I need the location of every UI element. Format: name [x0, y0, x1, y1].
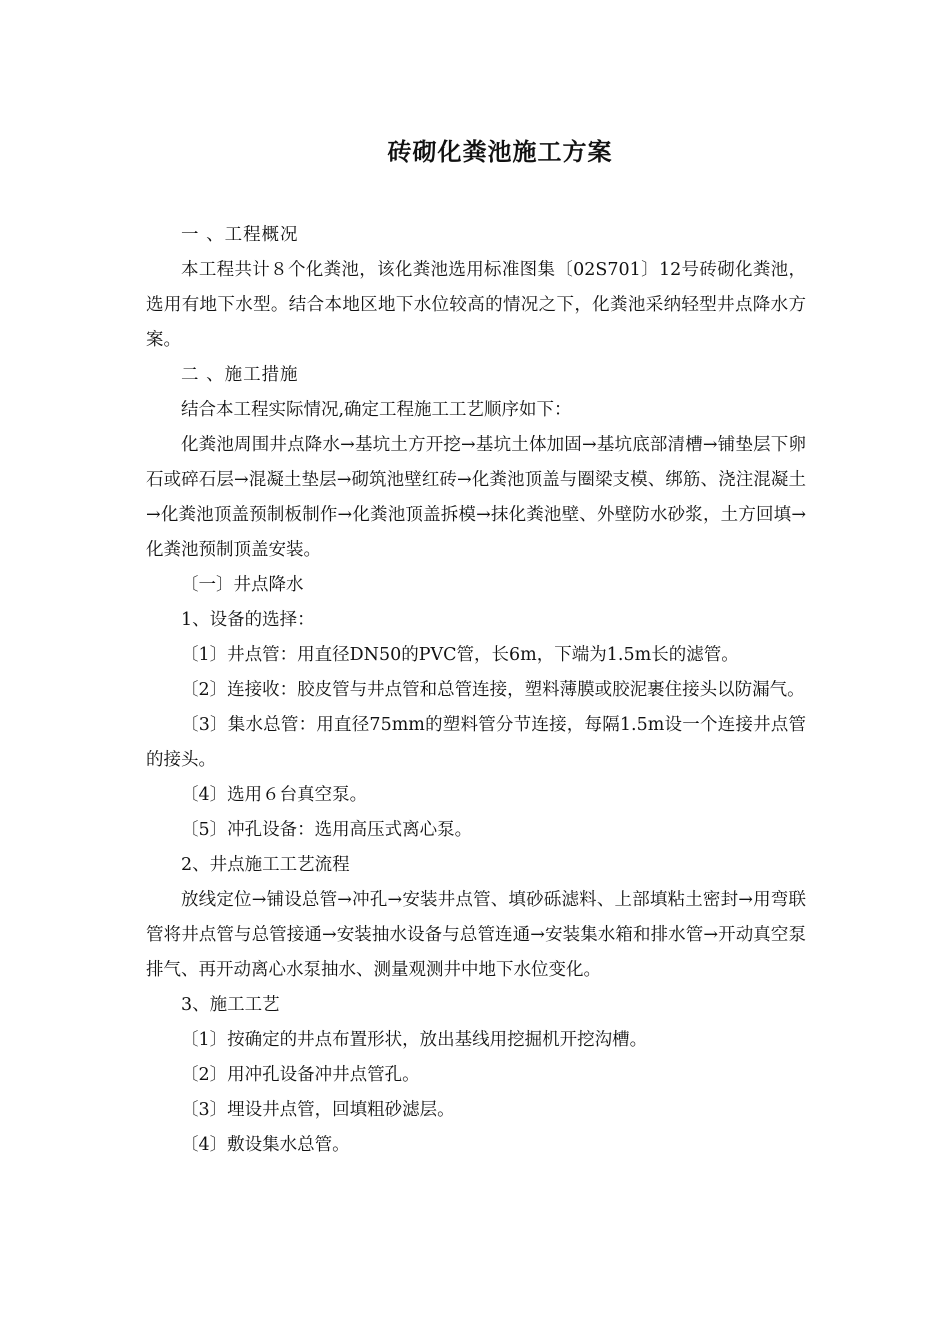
subsection-heading-dewatering: 〔一〕井点降水	[181, 575, 304, 595]
item-heading-equipment: 1、设备的选择：	[181, 610, 315, 630]
list-item-header-pipe: 〔3〕集水总管：用直径75mm的塑料管分节连接，每隔1.5m设一个连接井点管的接头。	[146, 715, 806, 770]
list-item-step-2: 〔2〕用冲孔设备冲井点管孔。	[181, 1065, 420, 1085]
paragraph-sequence: 化粪池周围井点降水→基坑土方开挖→基坑土体加固→基坑底部清槽→铺垫层下卵石或碎石层→混凝土垫层→砌筑池壁红砖→化粪池顶盖与圈梁支模、绑筋、浇注混凝土→化粪池顶盖预制板制作→化粪池顶盖拆模→抹化粪池壁、外壁防水砂浆，土方回填→化粪池预制顶盖安装。	[146, 435, 806, 560]
paragraph-sequence-intro: 结合本工程实际情况,确定工程施工工艺顺序如下：	[181, 400, 572, 420]
list-item-step-4: 〔4〕敷设集水总管。	[181, 1135, 350, 1155]
list-item-step-1: 〔1〕按确定的井点布置形状，放出基线用挖掘机开挖沟槽。	[181, 1030, 648, 1050]
section-heading-overview: 一 、工程概况	[181, 225, 299, 245]
paragraph-process-flow: 放线定位→铺设总管→冲孔→安装井点管、填砂砾滤料、上部填粘土密封→用弯联管将井点管与总管接通→安装抽水设备与总管连通→安装集水箱和排水管→开动真空泵排气、再开动离心水泵抽水、测量观测井中地下水位变化。	[146, 890, 806, 980]
item-heading-construction-process: 3、施工工艺	[181, 995, 280, 1015]
list-item-flushing-equipment: 〔5〕冲孔设备：选用高压式离心泵。	[181, 820, 473, 840]
document-title: 砖砌化粪池施工方案	[387, 137, 613, 166]
document-body	[146, 218, 806, 1163]
list-item-vacuum-pump: 〔4〕选用６台真空泵。	[181, 785, 368, 805]
item-heading-process-flow: 2、井点施工工艺流程	[181, 855, 350, 875]
list-item-well-pipe: 〔1〕井点管：用直径DN50的PVC管，长6m，下端为1.5m长的滤管。	[181, 645, 739, 665]
section-heading-measures: 二 、施工措施	[181, 365, 299, 385]
paragraph-overview: 本工程共计８个化粪池，该化粪池选用标准图集〔02S701〕12号砖砌化粪池，选用有地下水型。结合本地区地下水位较高的情况之下，化粪池采纳轻型井点降水方案。	[146, 260, 806, 350]
list-item-connection: 〔2〕连接收：胶皮管与井点管和总管连接，塑料薄膜或胶泥裹住接头以防漏气。	[181, 680, 805, 700]
list-item-step-3: 〔3〕埋设井点管，回填粗砂滤层。	[181, 1100, 455, 1120]
